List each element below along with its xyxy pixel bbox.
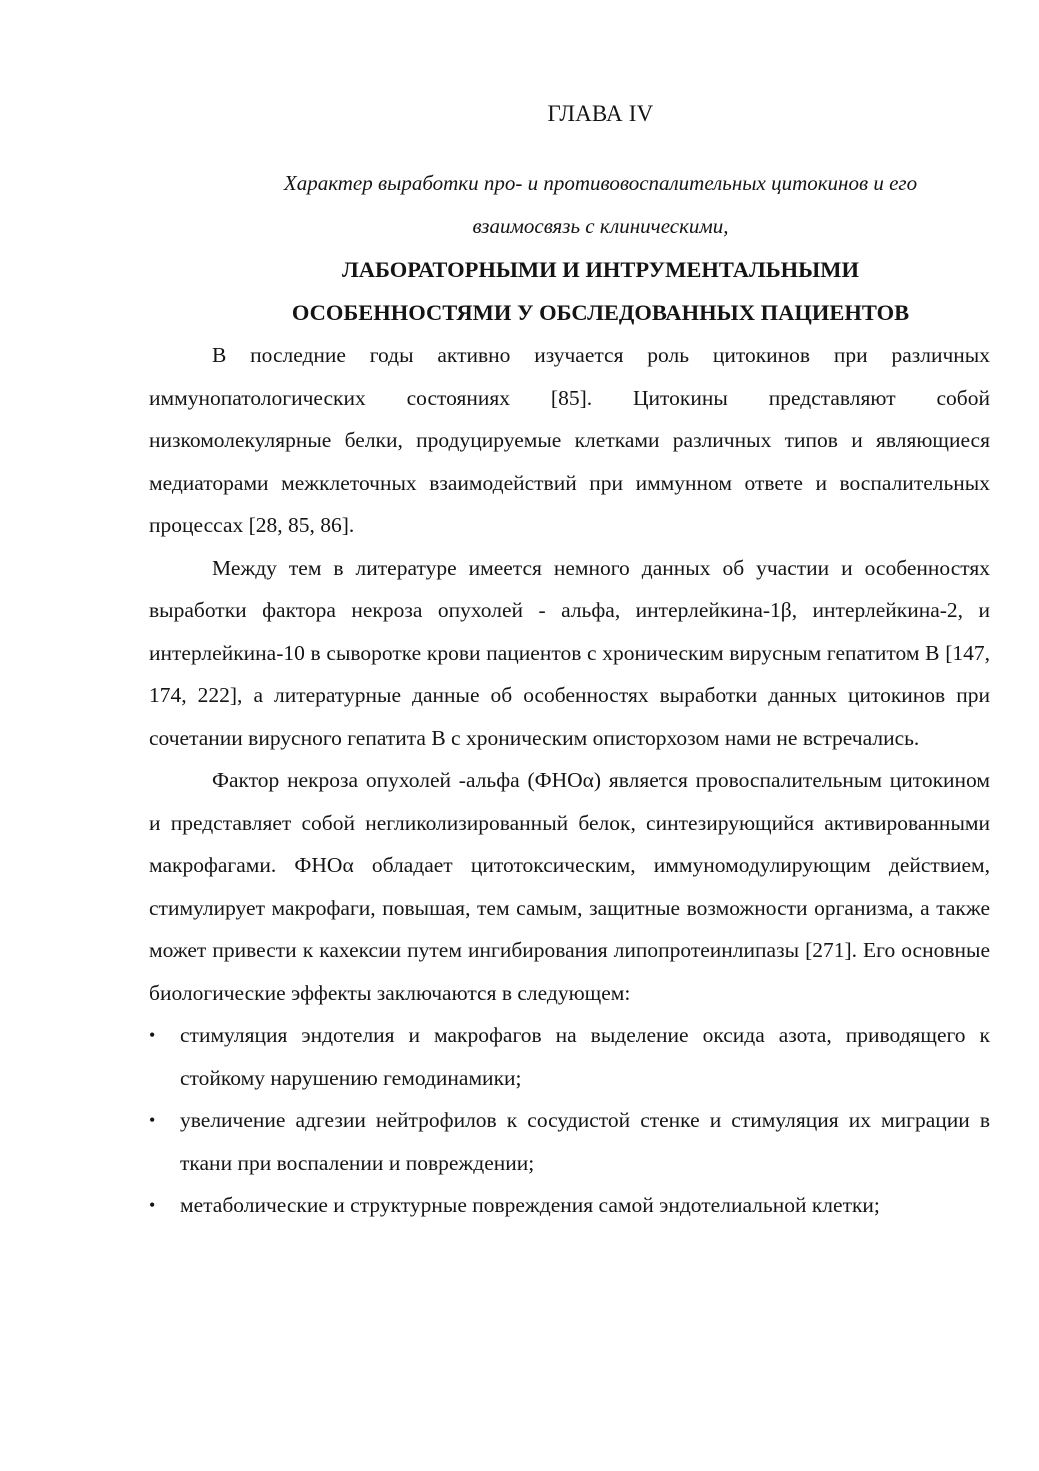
chapter-heading-line-2: ОСОБЕННОСТЯМИ У ОБСЛЕДОВАННЫХ ПАЦИЕНТОВ	[291, 300, 910, 325]
bullet-item-neutrophil-adhesion	[149, 1099, 990, 1184]
bullet-icon: •	[149, 1195, 156, 1215]
paragraph-tnf-alpha: Фактор некроза опухолей -альфа (ФНОα) является провоспалительным цитокином и представляет собой негликолизированный белок, синтезирующийся активированными макрофагами. ФНОα обладает цитотоксическим, иммуномодулирующим действием, стимулирует макрофаги, повышая, тем самым, защитные возможности организма, а также может привести к кахексии путем ингибирования липопротеинлипазы [271]. Его основные биологические эффекты заключаются в следующем:	[149, 768, 990, 1005]
chapter-title: ГЛАВА IV	[547, 101, 654, 126]
chapter-subtitle-line-2: взаимосвязь с клиническими,	[472, 214, 729, 238]
bullet-item-nitric-oxide	[149, 1014, 990, 1099]
chapter-heading-line-1: ЛАБОРАТОРНЫМИ И ИНТРУМЕНТАЛЬНЫМИ	[342, 257, 859, 282]
paragraph-cytokines-intro: В последние годы активно изучается роль цитокинов при различных иммунопатологических состояниях [85]. Цитокины представляют собой низкомолекулярные белки, продуцируемые клетками различных типов и являющиеся медиаторами межклеточных взаимодействий при иммунном ответе и воспалительных процессах [28, 85, 86].	[149, 343, 990, 537]
bullet-text: метаболические и структурные повреждения самой эндотелиальной клетки;	[180, 1193, 880, 1217]
bullet-text: увеличение адгезии нейтрофилов к сосудистой стенке и стимуляция их миграции в ткани при воспалении и повреждении;	[180, 1108, 990, 1175]
bullet-icon: •	[149, 1025, 156, 1045]
chapter-subtitle-line-1: Характер выработки про- и противовоспалительных цитокинов и его	[283, 171, 918, 195]
effects-bullet-list	[149, 1014, 990, 1227]
paragraph-literature-data: Между тем в литературе имеется немного данных об участии и особенностях выработки фактора некроза опухолей - альфа, интерлейкина-1β, интерлейкина-2, и интерлейкина-10 в сыворотке крови пациентов с хроническим вирусным гепатитом В [147, 174, 222], а литературные данные об особенностях выработки данных цитокинов при сочетании вирусного гепатита В с хроническим описторхозом нами не встречались.	[149, 555, 990, 750]
bullet-text: стимуляция эндотелия и макрофагов на выделение оксида азота, приводящего к стойкому нарушению гемодинамики;	[180, 1023, 990, 1090]
bullet-item-endothelial-damage	[149, 1184, 990, 1227]
bullet-icon: •	[149, 1110, 156, 1130]
page-content	[149, 94, 990, 1227]
